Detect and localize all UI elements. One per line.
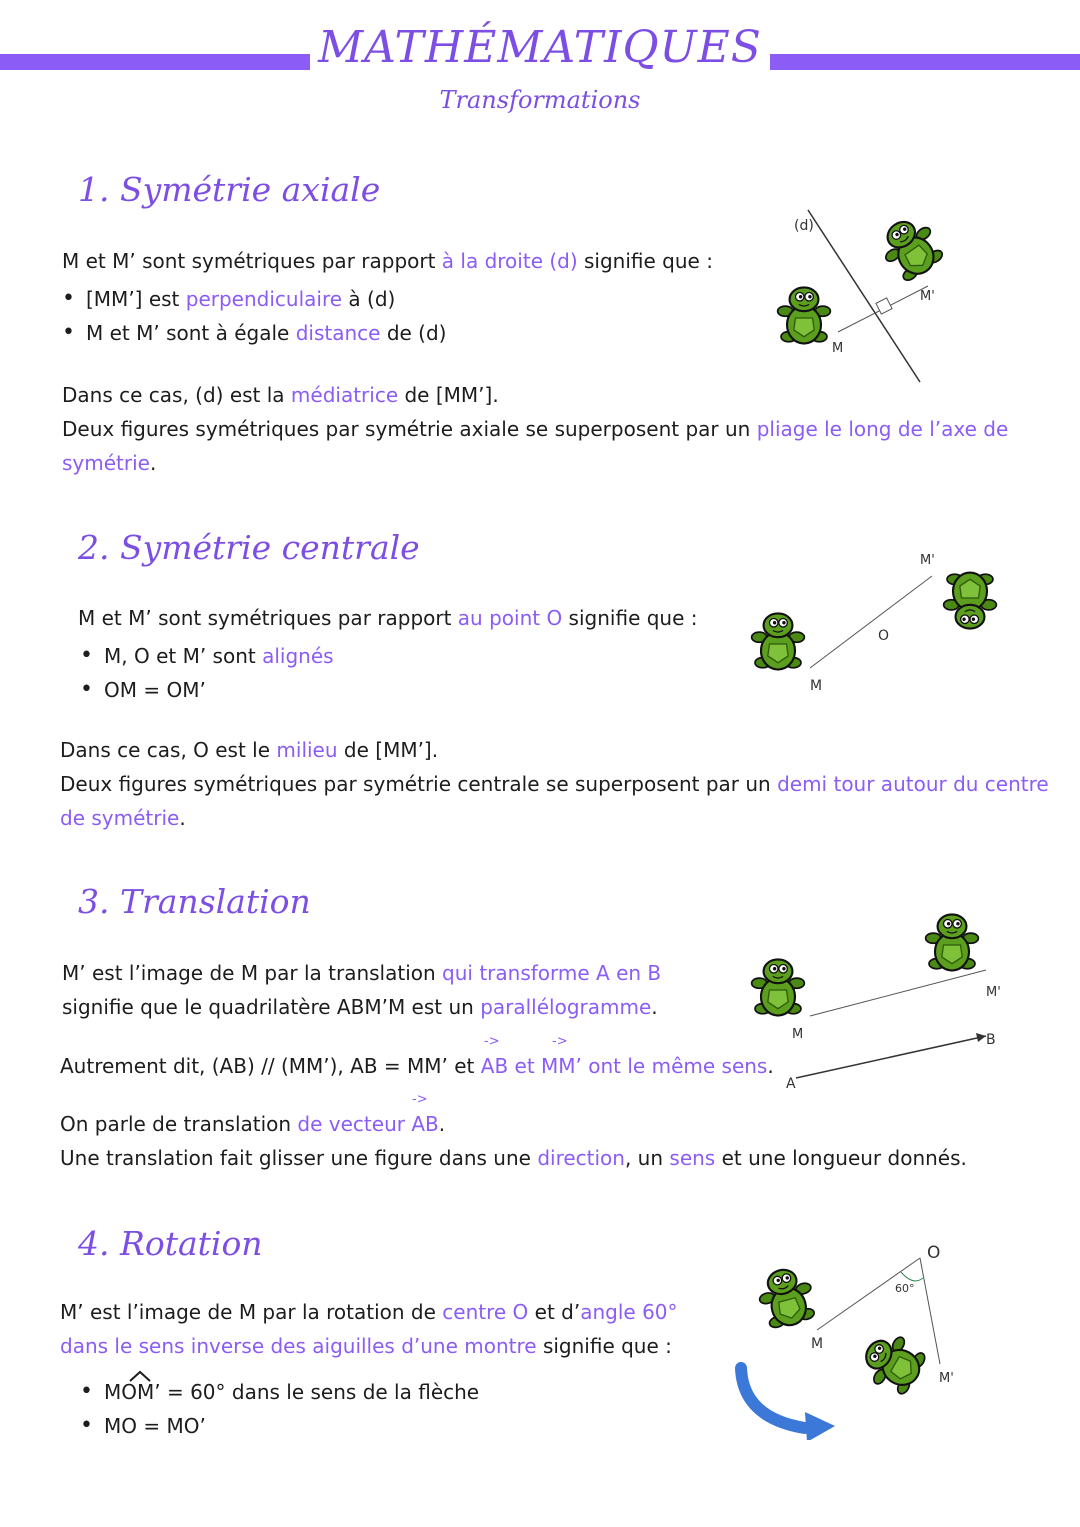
point-m2-label: M' (920, 553, 935, 568)
segment-om2 (920, 1258, 940, 1364)
turtle-icon (855, 1326, 930, 1400)
point-m2-label: M' (986, 985, 1001, 1000)
turtle-icon (752, 613, 805, 669)
segment-mm (810, 576, 932, 668)
angle-arc (901, 1272, 923, 1281)
s3-line-1: M’ est l’image de M par la translation qui transforme A en B (62, 961, 662, 985)
page-title: MATHÉMATIQUES (0, 22, 1080, 73)
turtle-icon (926, 914, 979, 970)
point-a-label: A (786, 1076, 796, 1092)
point-m2-label: M' (939, 1371, 954, 1386)
s3-figure (740, 900, 1020, 1100)
rotation-arrow-icon (741, 1368, 805, 1428)
turtle-icon (778, 287, 831, 343)
s2-bullets (80, 639, 334, 707)
section-3-heading: 3. Translation (78, 882, 311, 921)
s1-line-2: Deux figures symétriques par symétrie axiale se superposent par un pliage le long de l’axe de (62, 417, 1009, 441)
point-m-label: M (810, 678, 823, 694)
s4-line-2: dans le sens inverse des aiguilles d’une montre signifie que : (60, 1334, 672, 1358)
point-m-label: M (832, 341, 844, 356)
point-m-label: M (811, 1336, 824, 1352)
vector-arrow-ab: -> (484, 1034, 500, 1049)
s2-intro: M et M’ sont symétriques par rapport au point O signifie que : (78, 606, 698, 630)
axis-label: (d) (794, 218, 814, 234)
s2-line-1: Dans ce cas, O est le milieu de [MM’]. (60, 738, 439, 762)
point-o-label: O (927, 1243, 941, 1263)
s2-bullet-2: • OM = OM’ (80, 673, 334, 707)
point-o-label: O (878, 628, 890, 644)
turtle-icon (754, 1264, 819, 1332)
s4-figure (735, 1230, 1025, 1440)
s1-bullets (62, 282, 446, 350)
page-subtitle: Transformations (439, 86, 641, 114)
s2-line-3: de symétrie. (60, 806, 186, 830)
s3-line-4: On parle de translation de vecteur AB. (60, 1112, 446, 1136)
turtle-icon (873, 210, 948, 286)
s2-line-2: Deux figures symétriques par symétrie centrale se superposent par un demi tour autour du centre (60, 772, 1049, 796)
point-m-label: M (792, 1027, 804, 1042)
s2-bullet-1: • M, O et M’ sont alignés (80, 639, 334, 673)
rotation-arrowhead (805, 1412, 835, 1440)
s1-line-3: symétrie. (62, 451, 157, 475)
s1-intro: M et M’ sont symétriques par rapport à la droite (d) signifie que : (62, 249, 713, 273)
arrowhead (976, 1033, 986, 1042)
vector-ab (796, 1036, 986, 1078)
point-m2-label: M' (920, 289, 935, 304)
section-4-heading: 4. Rotation (78, 1224, 263, 1263)
section-1-heading: 1. Symétrie axiale (78, 170, 381, 209)
section-2-heading: 2. Symétrie centrale (78, 528, 420, 567)
angle-label: 60° (895, 1282, 915, 1295)
turtle-icon (944, 573, 997, 629)
s1-bullet-1: • [MM’] est perpendiculaire à (d) (62, 282, 446, 316)
vector-arrow-ab-2: -> (412, 1092, 428, 1107)
s1-bullet-2: • M et M’ sont à égale distance de (d) (62, 316, 446, 350)
s4-bullet-1: • MOM’ = 60° dans le sens de la flèche (80, 1375, 479, 1409)
turtle-icon (752, 959, 805, 1015)
angle-hat (128, 1370, 152, 1382)
s1-line-1: Dans ce cas, (d) est la médiatrice de [MM’]. (62, 383, 499, 407)
s3-line-2: signifie que le quadrilatère ABM’M est un parallélogramme. (62, 995, 658, 1019)
segment-mm (810, 970, 986, 1016)
s4-bullet-2: • MO = MO’ (80, 1409, 479, 1443)
vector-arrow-mm: -> (552, 1034, 568, 1049)
point-b-label: B (986, 1032, 996, 1048)
s3-line-3: Autrement dit, (AB) // (MM’), AB = MM’ et AB et MM’ ont le même sens. (60, 1054, 774, 1078)
s3-line-5: Une translation fait glisser une figure dans une direction, un sens et une longueur donnés. (60, 1146, 967, 1170)
s4-bullets (80, 1375, 479, 1443)
s1-figure (760, 200, 1020, 390)
s2-figure (740, 540, 1020, 700)
s4-line-1: M’ est l’image de M par la rotation de centre O et d’angle 60° (60, 1300, 678, 1324)
